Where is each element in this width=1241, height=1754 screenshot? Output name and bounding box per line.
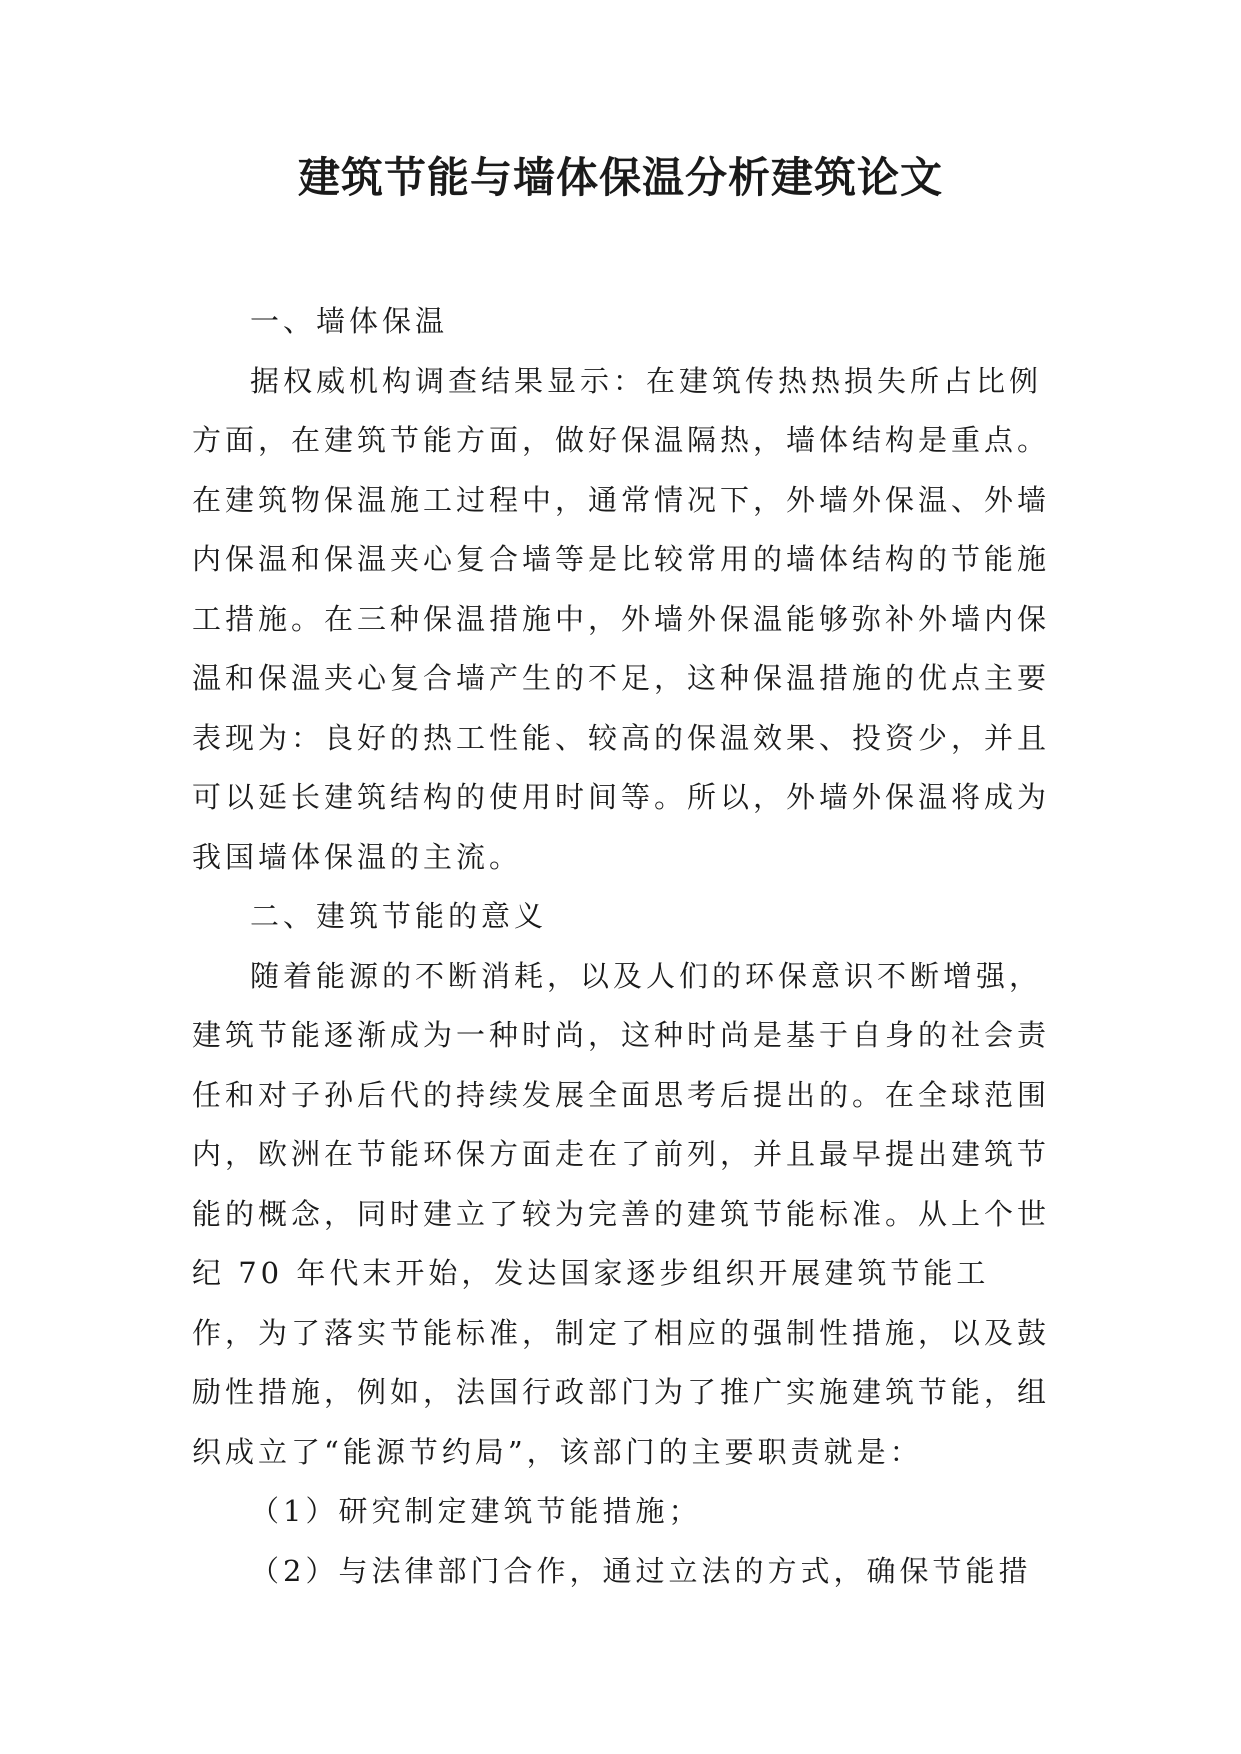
document-body	[192, 292, 1054, 1601]
section-heading-wall-insulation: 一、墙体保温	[250, 304, 449, 338]
list-item-1: （1）研究制定建筑节能措施；	[250, 1494, 702, 1528]
section-heading-significance: 二、建筑节能的意义	[250, 899, 548, 933]
paragraph-significance: 随着能源的不断消耗，以及人们的环保意识不断增强，建筑节能逐渐成为一种时尚，这种时尚是基于自身的社会责任和对子孙后代的持续发展全面思考后提出的。在全球范围内，欧洲在节能环保方面走在了前列，并且最早提出建筑节能的概念，同时建立了较为完善的建筑节能标准。从上个世纪 70 年代末开始，发达国家逐步组织开展建筑节能工作，为了落实节能标准，制定了相应的强制性措施，以及鼓励性措施，例如，法国行政部门为了推广实施建筑节能，组织成立了“能源节约局”，该部门的主要职责就是：	[192, 958, 1051, 1469]
list-item-2: （2）与法律部门合作，通过立法的方式，确保节能措	[250, 1553, 1032, 1588]
document-title: 建筑节能与墙体保温分析建筑论文	[297, 153, 943, 202]
paragraph-wall-insulation: 据权威机构调查结果显示：在建筑传热热损失所占比例方面，在建筑节能方面，做好保温隔热，墙体结构是重点。在建筑物保温施工过程中，通常情况下，外墙外保温、外墙内保温和保温夹心复合墙等是比较常用的墙体结构的节能施工措施。在三种保温措施中，外墙外保温能够弥补外墙内保温和保温夹心复合墙产生的不足，这种保温措施的优点主要表现为：良好的热工性能、较高的保温效果、投资少，并且可以延长建筑结构的使用时间等。所以，外墙外保温将成为我国墙体保温的主流。	[192, 363, 1051, 874]
